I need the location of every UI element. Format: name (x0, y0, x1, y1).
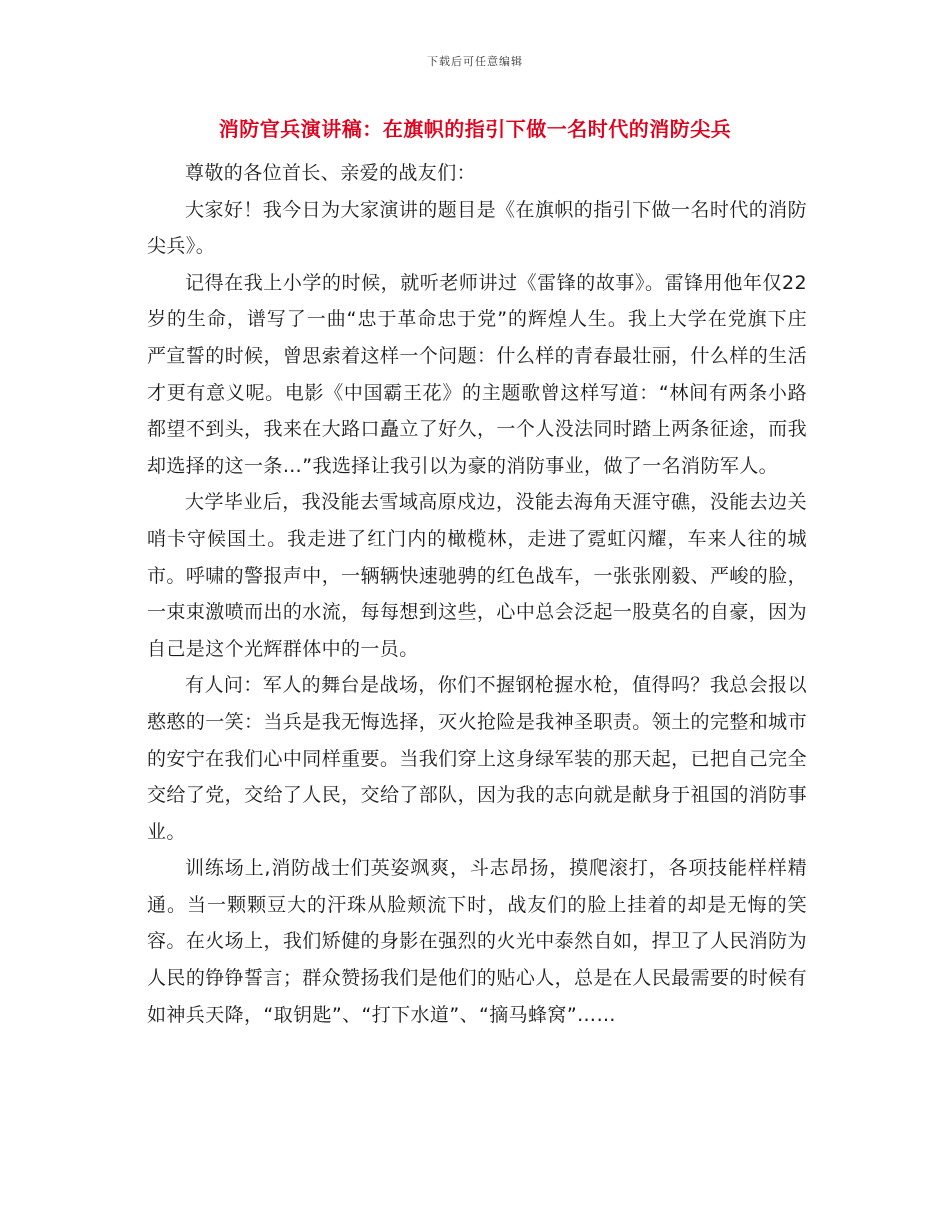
body-paragraph: 大家好！我今日为大家演讲的题目是《在旗帜的指引下做一名时代的消防尖兵》。 (147, 198, 807, 258)
body-paragraph: 有人问：军人的舞台是战场，你们不握钢枪握水枪，值得吗？我总会报以憨憨的一笑：当兵是我无悔选择，灭火抢险是我神圣职责。领土的完整和城市的安宁在我们心中同样重要。当我们穿上这身绿军装的那天起，已把自己完全交给了党，交给了人民，交给了部队，因为我的志向就是献身于祖国的消防事业。 (147, 674, 807, 843)
document-body (147, 155, 807, 1033)
greeting-paragraph: 尊敬的各位首长、亲爱的战友们： (185, 162, 477, 184)
document-title: 消防官兵演讲稿：在旗帜的指引下做一名时代的消防尖兵 (218, 117, 732, 141)
body-paragraph: 训练场上,消防战士们英姿飒爽，斗志昂扬，摸爬滚打，各项技能样样精通。当一颗颗豆大的汗珠从脸颊流下时，战友们的脸上挂着的却是无悔的笑容。在火场上，我们矫健的身影在强烈的火光中泰然自如，捍卫了人民消防为人民的铮铮誓言；群众赞扬我们是他们的贴心人，总是在人民最需要的时候有如神兵天降，“取钥匙”、“打下水道”、“摘马蜂窝”…… (147, 857, 807, 1026)
body-paragraph: 大学毕业后，我没能去雪域高原戍边，没能去海角天涯守礁，没能去边关哨卡守候国土。我走进了红门内的橄榄林，走进了霓虹闪耀，车来人往的城市。呼啸的警报声中，一辆辆快速驰骋的红色战车，一张张刚毅、严峻的脸，一束束激喷而出的水流，每每想到这些，心中总会泛起一股莫名的自豪，因为自己是这个光辉群体中的一员。 (147, 491, 807, 660)
header-note: 下载后可任意编辑 (427, 55, 523, 68)
body-paragraph: 记得在我上小学的时候，就听老师讲过《雷锋的故事》。雷锋用他年仅22岁的生命，谱写了一曲“忠于革命忠于党”的辉煌人生。我上大学在党旗下庄严宣誓的时候，曾思索着这样一个问题：什么样的青春最壮丽，什么样的生活才更有意义呢。电影《中国霸王花》的主题歌曾这样写道：“林间有两条小路都望不到头，我来在大路口矗立了好久，一个人没法同时踏上两条征途，而我却选择的这一条…”我选择让我引以为豪的消防事业，做了一名消防军人。 (147, 271, 807, 477)
